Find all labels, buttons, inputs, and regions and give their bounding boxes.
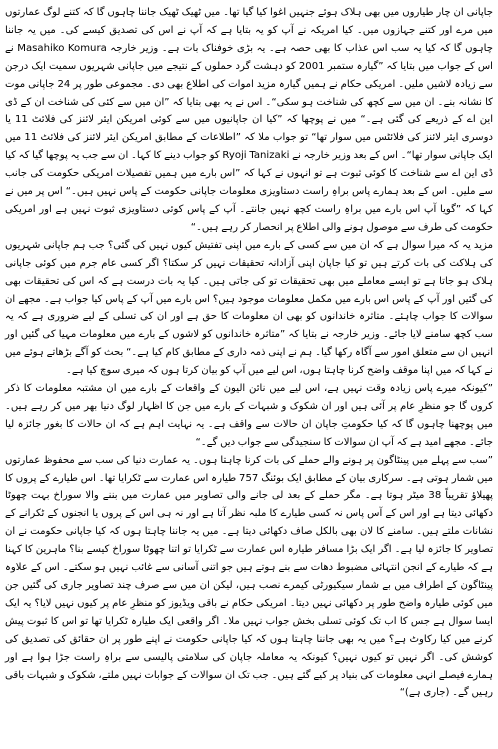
paragraph-2: مزید یہ کہ میرا سوال ہے کہ ان میں سے کسی کے بارے میں اپنی تفتیش کیوں نہیں کی گئی؟ جب ہم جاپانی شہریوں کی ہلاکت کی بات کرتے ہیں تو کیا جاپان اپنی آزادانہ تحقیقات نہیں کر سکتا؟ اگر کسی عام جرم میں کوئی جاپانی ہلاک ہو جاتا ہے تو ایسے معاملے میں بھی تحقیقات تو کی جاتی ہیں۔ کیا یہ بات درست ہے کہ اس کی تحقیقات بھی کی گئیں اور آپ کے پاس اس بارے میں مکمل معلومات موجود ہیں؟ اس بارے میں آپ کے پاس کیا جواب ہے۔ مجھے ان سوالات کا جواب چاہئے۔ متاثرہ خاندانوں کو بھی ان معلومات کا حق ہے اور ان کی تسلی کے لیے ضروری ہے کہ یہ سب کچھ سامنے لایا جائے۔ وزیر خارجہ نے بتایا کہ ”متاثرہ خاندانوں کو لاشوں کے بارے میں معلومات مہیا کی گئیں اور انہیں ان سے متعلق امور سے آگاہ رکھا گیا۔ ہم نے اپنی ذمہ داری کے مطابق کام کیا ہے۔“ بحث کو آگے بڑھاتے ہوئے میں نے کہا کہ میں اپنا موقف واضح کرنا چاہتا ہوں، اس لیے میں آپ کو بیان کرتا ہوں کہ میری سوچ کیا ہے۔ xyxy=(5,239,493,377)
paragraph-1: جاپانی ان چار طیاروں میں بھی ہلاک ہوئے جنہیں اغوا کیا گیا تھا۔ میں ٹھیک ٹھیک جاننا چاہوں گا کہ کتنے لوگ عمارتوں میں مرے اور کتنے جہازوں میں۔ کیا امریکہ نے آپ کو یہ بتایا ہے کہ آپ نے اس کی تصدیق کیسے کی۔ میں یہ جاننا چاہوں گا کہ کیا یہ سب اس عذاب کا بھی حصہ ہے۔ یہ بڑی خوفناک بات ہے۔ وزیر خارجہ Masahiko Komura نے اس کے جواب میں بتایا کہ ”گیارہ ستمبر 2001 کو دہشت گرد حملوں کے نتیجے میں جاپانی شہریوں سمیت ایک درجن سے زیادہ لاشیں ملیں۔ امریکی حکام نے ہمیں گیارہ مزید اموات کی اطلاع بھی دی۔ مجموعی طور پر 24 جاپانی موت کا نشانہ بنے۔ ان میں سے کچھ کی شناخت ہو سکی“۔ اس نے یہ بھی بتایا کہ ”ان میں سے کئی کی شناخت ان کے ڈی این اے کے ذریعے کی گئی ہے۔“ میں نے پوچھا کہ ”کیا ان جاپانیوں میں سے کوئی امریکن ایئر لائنز کی فلائٹ 11 یا دوسری ایئر لائنز کی فلائٹس میں سوار تھا“ تو جواب ملا کہ ”اطلاعات کے مطابق امریکن ایئر لائنز کی فلائٹ 11 میں ایک جاپانی سوار تھا“۔ اس کے بعد وزیر خارجہ نے Ryoji Tanizaki کو جواب دینے کا کہا۔ ان سے جب یہ پوچھا گیا کہ کیا ڈی این اے سے شناخت کا کوئی ثبوت ہے تو انہوں نے کہا کہ ”اس بارے میں ہمیں تفصیلات امریکی حکومت کی جانب سے ملیں۔ اس کے بعد ہمارے پاس براہِ راست دستاویزی معلومات جاپانی حکومت کے پاس نہیں ہیں۔“ اس پر میں نے کہا کہ ”گویا آپ اس بارے میں براہِ راست کچھ نہیں جانتے۔ آپ کے پاس کوئی دستاویزی ثبوت نہیں ہے اور امریکی حکومت کی طرف سے موصول ہونے والی اطلاع پر انحصار کر رہے ہیں۔“ xyxy=(5,7,493,233)
quote-paragraph: ”کیونکہ میرے پاس زیادہ وقت نہیں ہے، اس لیے میں نائن الیون کے واقعات کے بارے میں ان مشتبہ معلومات کا ذکر کروں گا جو منظرِ عام پر آئی ہیں اور ان شکوک و شبہات کے بارے میں جن کا اظہار لوگ دنیا بھر میں کر رہے ہیں۔ میں پوچھنا چاہوں گا کہ کیا حکومتِ جاپان ان حالات سے واقف ہے۔ یہ نہایت اہم ہے کہ ان حالات کا بغور جائزہ لیا جائے۔ مجھے امید ہے کہ آپ ان سوالات کا سنجیدگی سے جواب دیں گے۔“ xyxy=(5,383,493,448)
closing-paragraph: ”سب سے پہلے میں پینٹاگون پر ہونے والے حملے کی بات کرنا چاہتا ہوں۔ یہ عمارت دنیا کی سب سے محفوظ عمارتوں میں شمار ہوتی ہے۔ سرکاری بیان کے مطابق ایک بوئنگ 757 طیارہ اس عمارت سے ٹکرایا تھا۔ اس طیارے کے پروں کا پھیلاؤ تقریباً 38 میٹر ہوتا ہے۔ مگر حملے کے بعد لی جانے والی تصاویر میں عمارت میں بننے والا سوراخ بہت چھوٹا دکھائی دیتا ہے اور اس کے آس پاس نہ کسی طیارے کا ملبہ نظر آتا ہے اور نہ ہی اس کے پروں یا انجنوں کے ٹکرانے کے نشانات ملتے ہیں۔ سامنے کا لان بھی بالکل صاف دکھائی دیتا ہے۔ میں یہ جاننا چاہتا ہوں کہ کیا جاپانی حکومت نے ان تصاویر کا جائزہ لیا ہے۔ اگر ایک بڑا مسافر طیارہ اس عمارت سے ٹکرایا تو اتنا چھوٹا سوراخ کیسے بنا؟ ماہرین کا کہنا ہے کہ طیارے کے انجن انتہائی مضبوط دھات سے بنے ہوتے ہیں جو اتنی آسانی سے غائب نہیں ہو سکتے۔ اس کے علاوہ پینٹاگون کے اطراف میں بے شمار سیکیورٹی کیمرے نصب ہیں، لیکن ان میں سے صرف چند تصاویر جاری کی گئیں جن میں کوئی طیارہ واضح طور پر دکھائی نہیں دیتا۔ امریکی حکام نے باقی ویڈیوز کو منظرِ عام پر کیوں نہیں لایا؟ یہ ایک ایسا سوال ہے جس کا اب تک کوئی تسلی بخش جواب نہیں ملا۔ اگر واقعی ایک طیارہ ٹکرایا تھا تو اس کا ثبوت پیش کرنے میں کیا رکاوٹ ہے؟ میں یہ بھی جاننا چاہتا ہوں کہ کیا جاپانی حکومت نے اپنے طور پر ان حقائق کی تصدیق کی کوشش کی۔ اگر نہیں تو کیوں نہیں؟ کیونکہ یہ معاملہ جاپان کی سلامتی پالیسی سے براہِ راست جڑا ہوا ہے اور ہمارے فیصلے انہی معلومات کی بنیاد پر کیے گئے ہیں۔ جب تک ان سوالات کے جوابات نہیں ملتے، شکوک و شبہات باقی رہیں گے۔ (جاری ہے)“ xyxy=(5,454,493,699)
